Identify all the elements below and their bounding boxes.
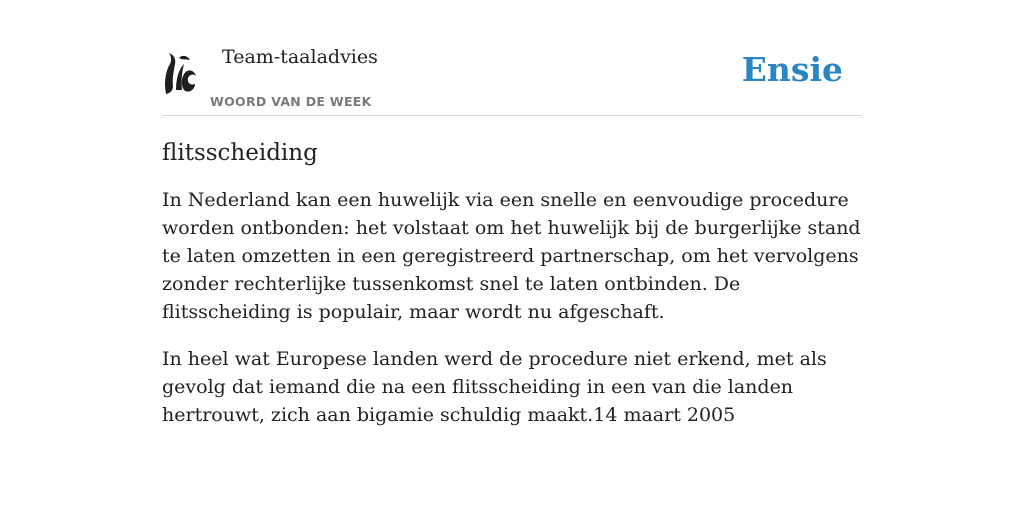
entry-date: 14 maart 2005 xyxy=(593,404,736,426)
entry-title: flitsscheiding xyxy=(162,140,318,166)
entry-paragraph xyxy=(162,345,862,429)
brand-logo[interactable]: Ensie xyxy=(741,50,843,89)
section-kicker: WOORD VAN DE WEEK xyxy=(210,94,372,109)
flemish-lion-logo-icon xyxy=(162,50,198,96)
entry-paragraph-text: In heel wat Europese landen werd de procedure niet erkend, met als gevolg dat iemand die na een flitsscheiding in een van die landen hertrouwt, zich aan bigamie schuldig maakt. xyxy=(162,348,827,426)
organization-name: Team-taaladvies xyxy=(222,46,378,68)
word-of-the-week-card xyxy=(162,40,862,429)
entry-paragraph: In Nederland kan een huwelijk via een snelle en eenvoudige procedure worden ontbonden: het volstaat om het huwelijk bij de burgerlijke stand te laten omzetten in een geregistreerd partnerschap, om het vervolgens zonder rechterlijke tussenkomst snel te laten ontbinden. De flitsscheiding is populair, maar wordt nu afgeschaft. xyxy=(162,189,861,323)
card-header xyxy=(162,40,862,116)
